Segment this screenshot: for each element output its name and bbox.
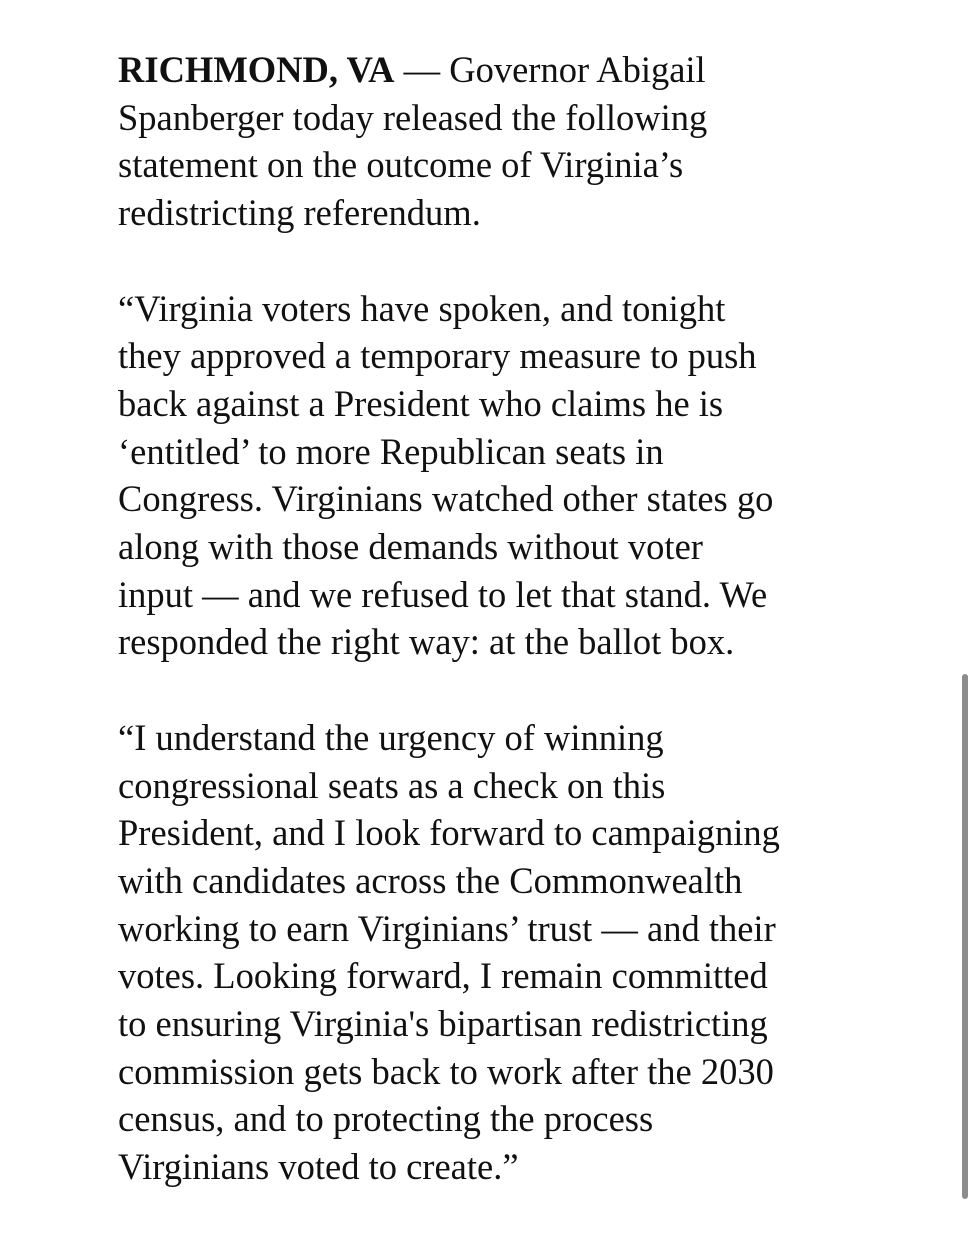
quote-line: census, and to protecting the process — [118, 1098, 654, 1140]
quote-line: to ensuring Virginia's bipartisan redistricting — [118, 1003, 768, 1045]
quote-line: input — and we refused to let that stand. We — [118, 573, 768, 615]
quote-line: with candidates across the Commonwealth — [118, 859, 743, 901]
intro-line: Spanberger today released the following — [118, 96, 708, 138]
quote-line: “I understand the urgency of winning — [118, 716, 664, 758]
quote-line: commission gets back to work after the 2030 — [118, 1050, 774, 1092]
quote-line: Virginians voted to create.” — [118, 1146, 519, 1188]
quote-line: congressional seats as a check on this — [118, 764, 666, 806]
dateline: RICHMOND, VA — [118, 49, 395, 90]
quote-paragraph-2 — [118, 714, 878, 1191]
intro-line-rest: — Governor Abigail — [394, 49, 706, 90]
vertical-scrollbar[interactable] — [962, 674, 968, 1199]
quote-line: they approved a temporary measure to push — [118, 335, 757, 377]
intro-paragraph — [118, 46, 878, 237]
quote-line: back against a President who claims he is — [118, 382, 724, 424]
quote-line: Congress. Virginians watched other states go — [118, 478, 774, 520]
quote-line: ‘entitled’ to more Republican seats in — [118, 430, 664, 472]
quote-line: working to earn Virginians’ trust — and their — [118, 907, 776, 949]
quote-line: votes. Looking forward, I remain committed — [118, 955, 768, 997]
press-release-body — [118, 46, 878, 1239]
quote-line: responded the right way: at the ballot box. — [118, 621, 735, 663]
intro-line: redistricting referendum. — [118, 192, 481, 234]
quote-paragraph-1 — [118, 285, 878, 667]
quote-line: “Virginia voters have spoken, and tonight — [118, 287, 726, 329]
quote-line: along with those demands without voter — [118, 526, 703, 568]
intro-line — [118, 46, 878, 94]
quote-line: President, and I look forward to campaigning — [118, 812, 780, 854]
intro-line: statement on the outcome of Virginia’s — [118, 144, 684, 186]
